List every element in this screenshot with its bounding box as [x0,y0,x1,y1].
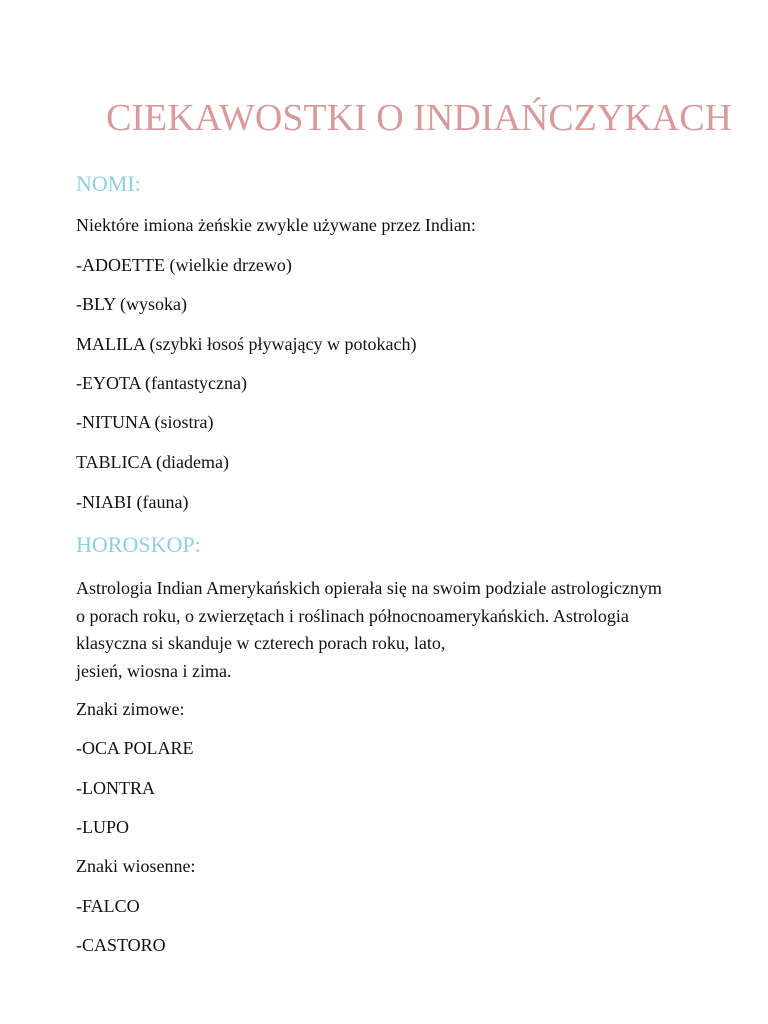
paragraph-line: o porach roku, o zwierzętach i roślinach północnoamerykańskich. Astrologia [76,605,629,626]
name-item: -NITUNA (siostra) [76,412,214,432]
name-item: MALILA (szybki łosoś pływający w potokach) [76,334,417,354]
name-item: -ADOETTE (wielkie drzewo) [76,255,292,275]
name-item: -NIABI (fauna) [76,492,189,512]
section-heading-names: NOMI: [76,171,141,196]
winter-sign-item: -LONTRA [76,778,155,798]
names-intro: Niektóre imiona żeńskie zwykle używane przez Indian: [76,215,476,235]
paragraph-line: jesień, wiosna i zima. [76,660,232,681]
paragraph-line: Astrologia Indian Amerykańskich opierała się na swoim podziale astrologicznym [76,578,662,598]
winter-sign-item: -LUPO [76,817,129,837]
spring-sign-item: -CASTORO [76,935,166,955]
name-item: TABLICA (diadema) [76,452,230,472]
spring-signs-label: Znaki wiosenne: [76,856,196,876]
paragraph-line: klasyczna si skanduje w czterech porach roku, lato, [76,633,446,653]
spring-sign-item: -FALCO [76,896,140,916]
horoscope-paragraph [76,575,716,685]
winter-sign-item: -OCA POLARE [76,738,194,758]
name-item: -BLY (wysoka) [76,294,188,314]
name-item: -EYOTA (fantastyczna) [76,373,247,393]
winter-signs-label: Znaki zimowe: [76,699,185,719]
section-heading-horoscope: HOROSKOP: [76,532,201,557]
document-title: CIEKAWOSTKI O INDIAŃCZYKACH [106,97,732,139]
